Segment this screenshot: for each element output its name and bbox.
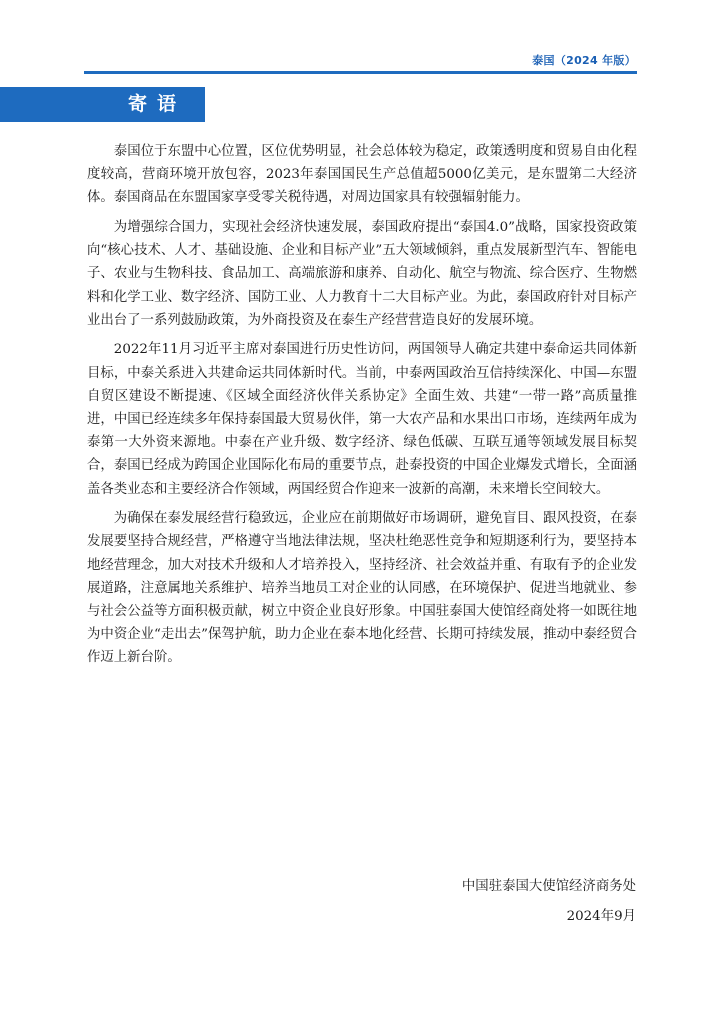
body-text (87, 140, 637, 676)
signature-organization: 中国驻泰国大使馆经济商务处 (461, 879, 636, 894)
section-title: 寄语 (128, 93, 187, 115)
header-rule (84, 71, 637, 74)
paragraph: 为增强综合国力，实现社会经济快速发展，泰国政府提出“泰国4.0”战略，国家投资政策向“核心技术、人才、基础设施、企业和目标产业”五大领域倾斜，重点发展新型汽车、智能电子、农业与生物科技、食品加工、高端旅游和康养、自动化、航空与物流、综合医疗、生物燃料和化学工业、数字经济、国防工业、人力教育十二大目标产业。为此，泰国政府针对目标产业出台了一系列鼓励政策，为外商投资及在泰生产经营营造良好的发展环境。 (87, 220, 637, 328)
running-header: 泰国（2024 年版） (532, 54, 636, 67)
signature-block (462, 872, 636, 932)
signature-date: 2024年9月 (566, 909, 636, 924)
paragraph: 为确保在泰发展经营行稳致远，企业应在前期做好市场调研，避免盲目、跟风投资，在泰发展要坚持合规经营，严格遵守当地法律法规，坚决杜绝恶性竞争和短期逐利行为，要坚持本地经营理念，加大对技术升级和人才培养投入，坚持经济、社会效益并重、有取有予的企业发展道路，注意属地关系维护、培养当地员工对企业的认同感，在环境保护、促进当地就业、参与社会公益等方面积极贡献，树立中资企业良好形象。中国驻泰国大使馆经商处将一如既往地为中资企业“走出去”保驾护航，助力企业在泰本地化经营、长期可持续发展，推动中泰经贸合作迈上新台阶。 (87, 511, 637, 666)
paragraph: 2022年11月习近平主席对泰国进行历史性访问，两国领导人确定共建中泰命运共同体新目标，中泰关系进入共建命运共同体新时代。当前，中泰两国政治互信持续深化、中国—东盟自贸区建设不断提速、《区域全面经济伙伴关系协定》全面生效、共建“一带一路”高质量推进，中国已经连续多年保持泰国最大贸易伙伴，第一大农产品和水果出口市场，连续两年成为泰第一大外资来源地。中泰在产业升级、数字经济、绿色低碳、互联互通等领域发展目标契合，泰国已经成为跨国企业国际化布局的重要节点，赴泰投资的中国企业爆发式增长，全面涵盖各类业态和主要经济合作领域，两国经贸合作迎来一波新的高潮，未来增长空间较大。 (87, 342, 637, 497)
paragraph: 泰国位于东盟中心位置，区位优势明显，社会总体较为稳定，政策透明度和贸易自由化程度较高，营商环境开放包容，2023年泰国国民生产总值超5000亿美元，是东盟第二大经济体。泰国商品在东盟国家享受零关税待遇，对周边国家具有较强辐射能力。 (87, 144, 637, 206)
